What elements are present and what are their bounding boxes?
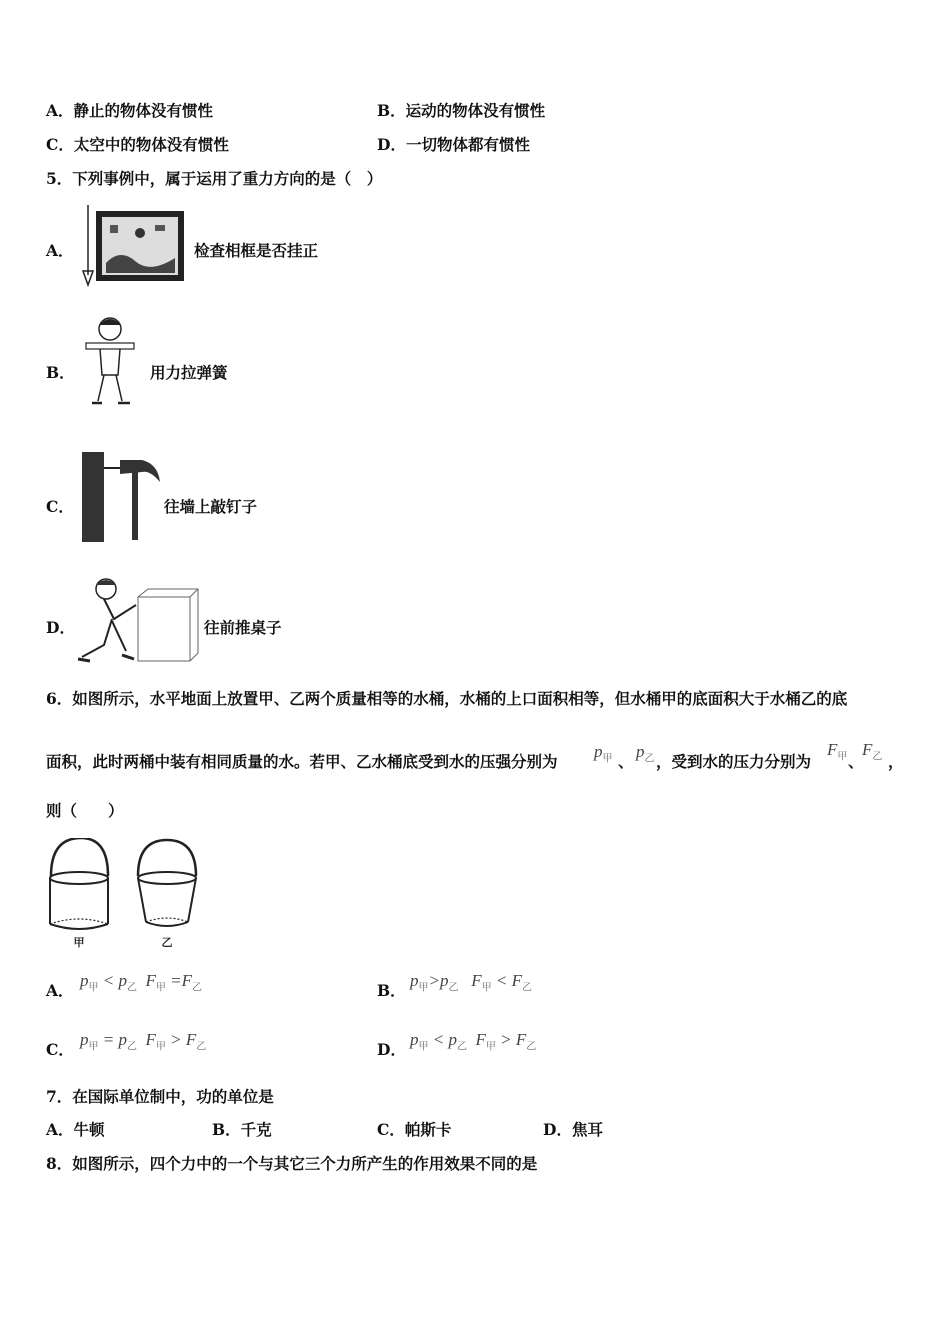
q6-symbol-p-jia: $p_甲$ xyxy=(594,742,613,765)
q6-option-b-letter: B． xyxy=(377,981,406,1000)
q6-symbol-F-jia: $F_甲$ xyxy=(827,740,848,763)
hammer-head-icon xyxy=(120,460,160,482)
q6-symbol-F-yi: $F_乙$ xyxy=(862,740,883,763)
q5-stem: 5．下列事例中，属于运用了重力方向的是（ ） xyxy=(46,169,383,188)
q7-stem: 7．在国际单位制中，功的单位是 xyxy=(46,1087,274,1106)
q4-option-c: C．太空中的物体没有惯性 xyxy=(46,135,229,154)
q6-option-b-formula: $p_甲>p_乙$ $F_甲 < F_乙$ xyxy=(410,971,532,994)
q6-option-d-letter: D． xyxy=(377,1040,406,1059)
q6-stem-sep2: 、 xyxy=(848,752,864,771)
q6-option-d-formula: $p_甲 < p_乙$ $F_甲 > F_乙$ xyxy=(410,1030,537,1053)
q8-stem: 8．如图所示，四个力中的一个与其它三个力所产生的作用效果不同的是 xyxy=(46,1154,538,1173)
q5-option-b-text: 用力拉弹簧 xyxy=(150,363,228,382)
pushing-table-illustration xyxy=(74,575,200,667)
q6-stem-line2-part2: ，受到水的压力分别为 xyxy=(656,752,812,771)
q6-option-c-formula: $p_甲 = p_乙$ $F_甲 > F_乙$ xyxy=(80,1030,207,1053)
q5-option-a-text: 检查相框是否挂正 xyxy=(194,241,319,260)
wall-icon xyxy=(82,452,104,542)
q7-option-a: A．牛顿 xyxy=(46,1120,105,1139)
q6-option-a-letter: A． xyxy=(46,981,74,1000)
q5-option-d-letter: D． xyxy=(46,618,75,637)
bucket-yi-icon xyxy=(138,840,196,926)
bucket-jia-label: 甲 xyxy=(73,936,85,949)
bucket-yi-label: 乙 xyxy=(161,936,173,949)
q6-stem-sep1: 、 xyxy=(618,752,634,771)
q7-option-b: B．千克 xyxy=(212,1120,272,1139)
q6-symbol-p-yi: $p_乙$ xyxy=(636,742,655,765)
q7-option-d: D．焦耳 xyxy=(543,1120,603,1139)
q6-stem-line1: 6．如图所示，水平地面上放置甲、乙两个质量相等的水桶，水桶的上口面积相等，但水桶甲的底面积大于水桶乙的底 xyxy=(46,689,848,708)
q7-option-c: C．帕斯卡 xyxy=(377,1120,452,1139)
buckets-figure xyxy=(46,838,206,950)
hammer-nail-wall-illustration xyxy=(80,452,165,544)
q5-option-c-text: 往墙上敲钉子 xyxy=(164,497,258,516)
q5-option-b-letter: B． xyxy=(46,363,75,382)
q5-option-d-text: 往前推桌子 xyxy=(204,618,282,637)
q4-option-b: B．运动的物体没有惯性 xyxy=(377,101,546,120)
q4-option-a: A．静止的物体没有惯性 xyxy=(46,101,214,120)
picture-frame-plumb-illustration xyxy=(80,203,190,287)
q6-stem-line2-end: ， xyxy=(888,752,904,771)
bucket-jia-icon xyxy=(50,838,108,929)
q6-option-c-letter: C． xyxy=(46,1040,74,1059)
spring-pulling-boy-illustration xyxy=(80,315,140,411)
q6-stem-line3: 则（ ） xyxy=(46,801,124,820)
q6-option-a-formula: $p_甲 < p_乙$ $F_甲 =F_乙$ xyxy=(80,971,202,994)
spring-icon xyxy=(86,343,134,349)
q6-stem-line2-part1: 面积，此时两桶中装有相同质量的水。若甲、乙水桶底受到水的压强分别为 xyxy=(46,752,558,771)
q5-option-c-letter: C． xyxy=(46,497,74,516)
q4-option-d: D．一切物体都有惯性 xyxy=(377,135,530,154)
hammer-handle-icon xyxy=(132,472,138,540)
q5-option-a-letter: A． xyxy=(46,241,74,260)
table-icon xyxy=(138,597,190,661)
